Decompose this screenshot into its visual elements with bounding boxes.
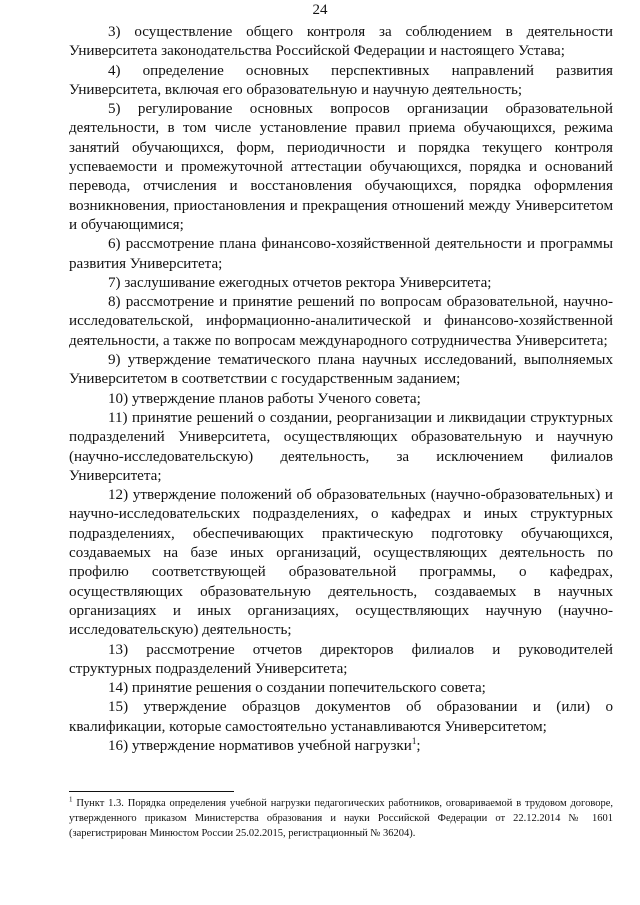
clause-4: 4) определение основных перспективных направлений развития Университета, включая его образовательную и научную деятельность;: [69, 62, 613, 98]
footnote-text: Пункт 1.3. Порядка определения учебной нагрузки педагогических работников, оговариваемой в трудовом договоре, утвержденного приказом Министерства образования и науки Российской Федерации от 22.12.2014 № 1601 (зарегистрирован Минюстом России 25.02.2015, регистрационный № 36204).: [69, 798, 614, 839]
clause-8: 8) рассмотрение и принятие решений по вопросам образовательной, научно-исследовательской, информационно-аналитической и финансово-хозяйственной деятельности, а также по вопросам международного сотрудничества Университета;: [69, 294, 613, 349]
clause-14: 14) принятие решения о создании попечительского совета;: [108, 680, 486, 697]
footnote-mark: 1: [69, 795, 73, 804]
clause-16-suffix: ;: [416, 737, 421, 754]
charter-clauses: [69, 23, 613, 756]
clause-10: 10) утверждение планов работы Ученого совета;: [108, 390, 421, 407]
footnote-separator: [69, 791, 234, 792]
clause-3: 3) осуществление общего контроля за соблюдением в деятельности Университета законодательства Российской Федерации и настоящего Устава;: [69, 24, 613, 60]
clause-12: 12) утверждение положений об образовательных (научно-образовательных) и научно-исследовательских подразделениях, о кафедрах и иных структурных подразделениях, обеспечивающих практическую подготовку обучающихся, создаваемых на базе иных организаций, осуществляющих деятельность по профилю соответствующей образовательной программы, о кафедрах, осуществляющих образовательную деятельность, создаваемых в научных организациях и иных организациях, осуществляющих научную (научно-исследовательскую) деятельность;: [69, 487, 613, 639]
footnote-reference[interactable]: 1: [411, 735, 417, 746]
clause-13: 13) рассмотрение отчетов директоров филиалов и руководителей структурных подразделений Университета;: [69, 641, 613, 677]
page-number: 24: [312, 2, 328, 18]
clause-16-text: 16) утверждение нормативов учебной нагрузки: [108, 737, 412, 754]
clause-6: 6) рассмотрение плана финансово-хозяйственной деятельности и программы развития Университета;: [69, 236, 613, 272]
clause-16: [69, 737, 613, 756]
clause-5: 5) регулирование основных вопросов организации образовательной деятельности, в том числе установление правил приема обучающихся, режима занятий обучающихся, форм, периодичности и порядка текущего контроля успеваемости и промежуточной аттестации обучающихся, порядка и оснований перевода, отчисления и восстановления обучающихся, порядка оформления возникновения, приостановления и прекращения отношений между Университетом и обучающимися;: [69, 101, 613, 233]
clause-7: 7) заслушивание ежегодных отчетов ректора Университета;: [108, 274, 492, 291]
clause-11: 11) принятие решений о создании, реорганизации и ликвидации структурных подразделений Университета, осуществляющих образовательную и научную (научно-исследовательскую) деятельность, за исключением филиалов Университета;: [69, 409, 613, 484]
clause-9: 9) утверждение тематического плана научных исследований, выполняемых Университетом в соответствии с государственным заданием;: [69, 352, 613, 388]
footnote: [69, 796, 613, 841]
clause-15: 15) утверждение образцов документов об образовании и (или) о квалификации, которые самостоятельно устанавливаются Университетом;: [69, 699, 613, 735]
